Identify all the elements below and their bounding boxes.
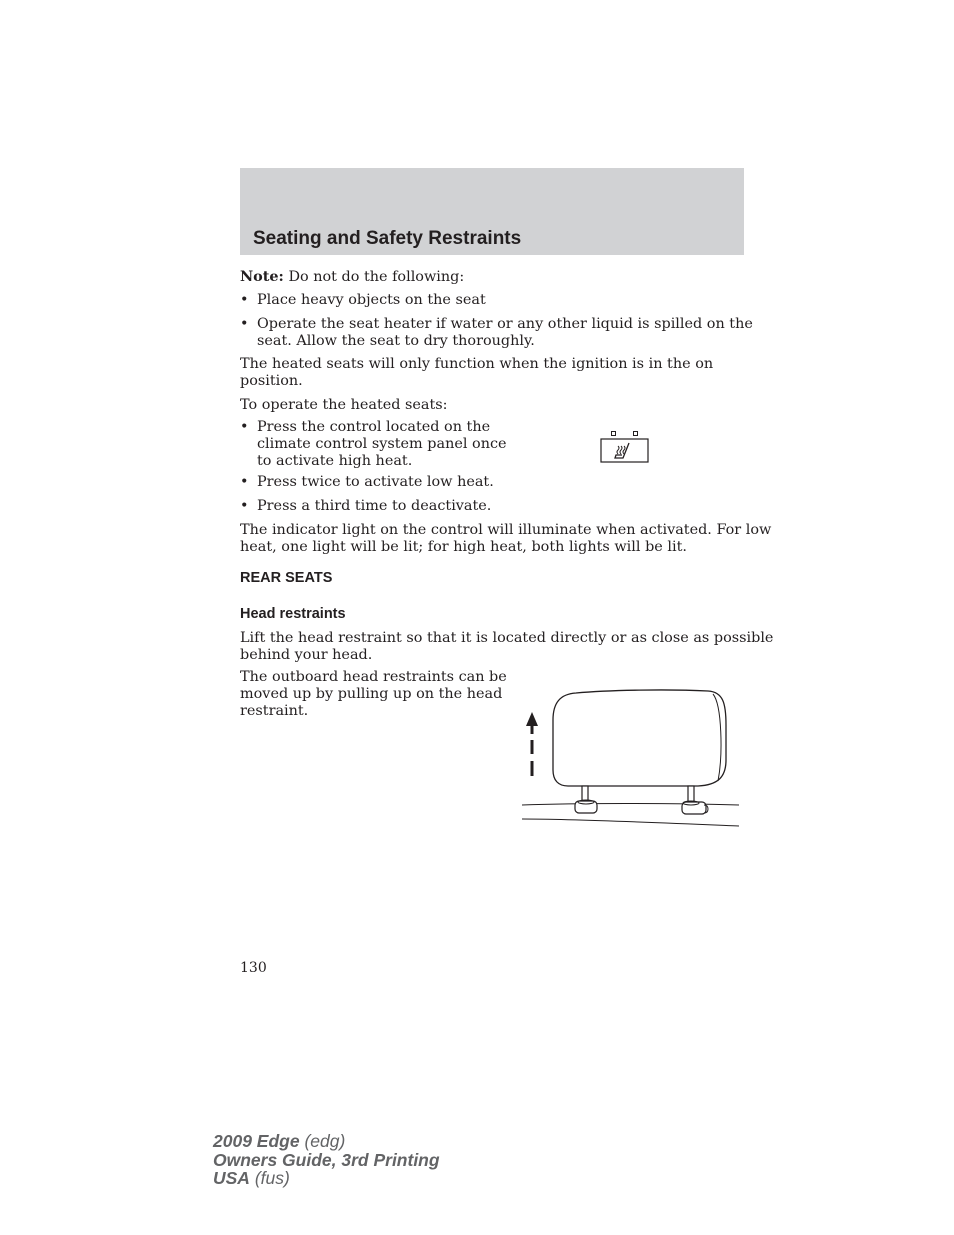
note-paragraph: [240, 268, 744, 286]
outboard-paragraph: The outboard head restraints can be moved up by pulling up on the head restraint.: [240, 669, 507, 719]
operate-paragraph: To operate the heated seats:: [240, 397, 448, 413]
ignition-paragraph: The heated seats will only function when the ignition is in the on position.: [240, 356, 714, 389]
section-heading-rear-seats: REAR SEATS: [240, 570, 333, 586]
lift-paragraph: Lift the head restraint so that it is located directly or as close as possible behind your head.: [240, 630, 774, 663]
indicator-paragraph: The indicator light on the control will illuminate when activated. For low heat, one light will be lit; for high heat, both lights will be lit.: [240, 522, 772, 555]
page-number: 130: [240, 960, 267, 976]
note-label: Note:: [240, 268, 284, 285]
note-text: Do not do the following:: [283, 269, 465, 285]
footer-imprint: 2009 Edge (edg) Owners Guide, 3rd Printing USA (fus): [213, 1131, 440, 1188]
subsection-heading-head-restraints: Head restraints: [240, 606, 346, 622]
heated-seat-icon: [596, 428, 654, 466]
head-restraint-illustration: [518, 685, 744, 831]
section-title: Seating and Safety Restraints: [253, 228, 522, 249]
arrow-up-icon: [526, 712, 538, 776]
